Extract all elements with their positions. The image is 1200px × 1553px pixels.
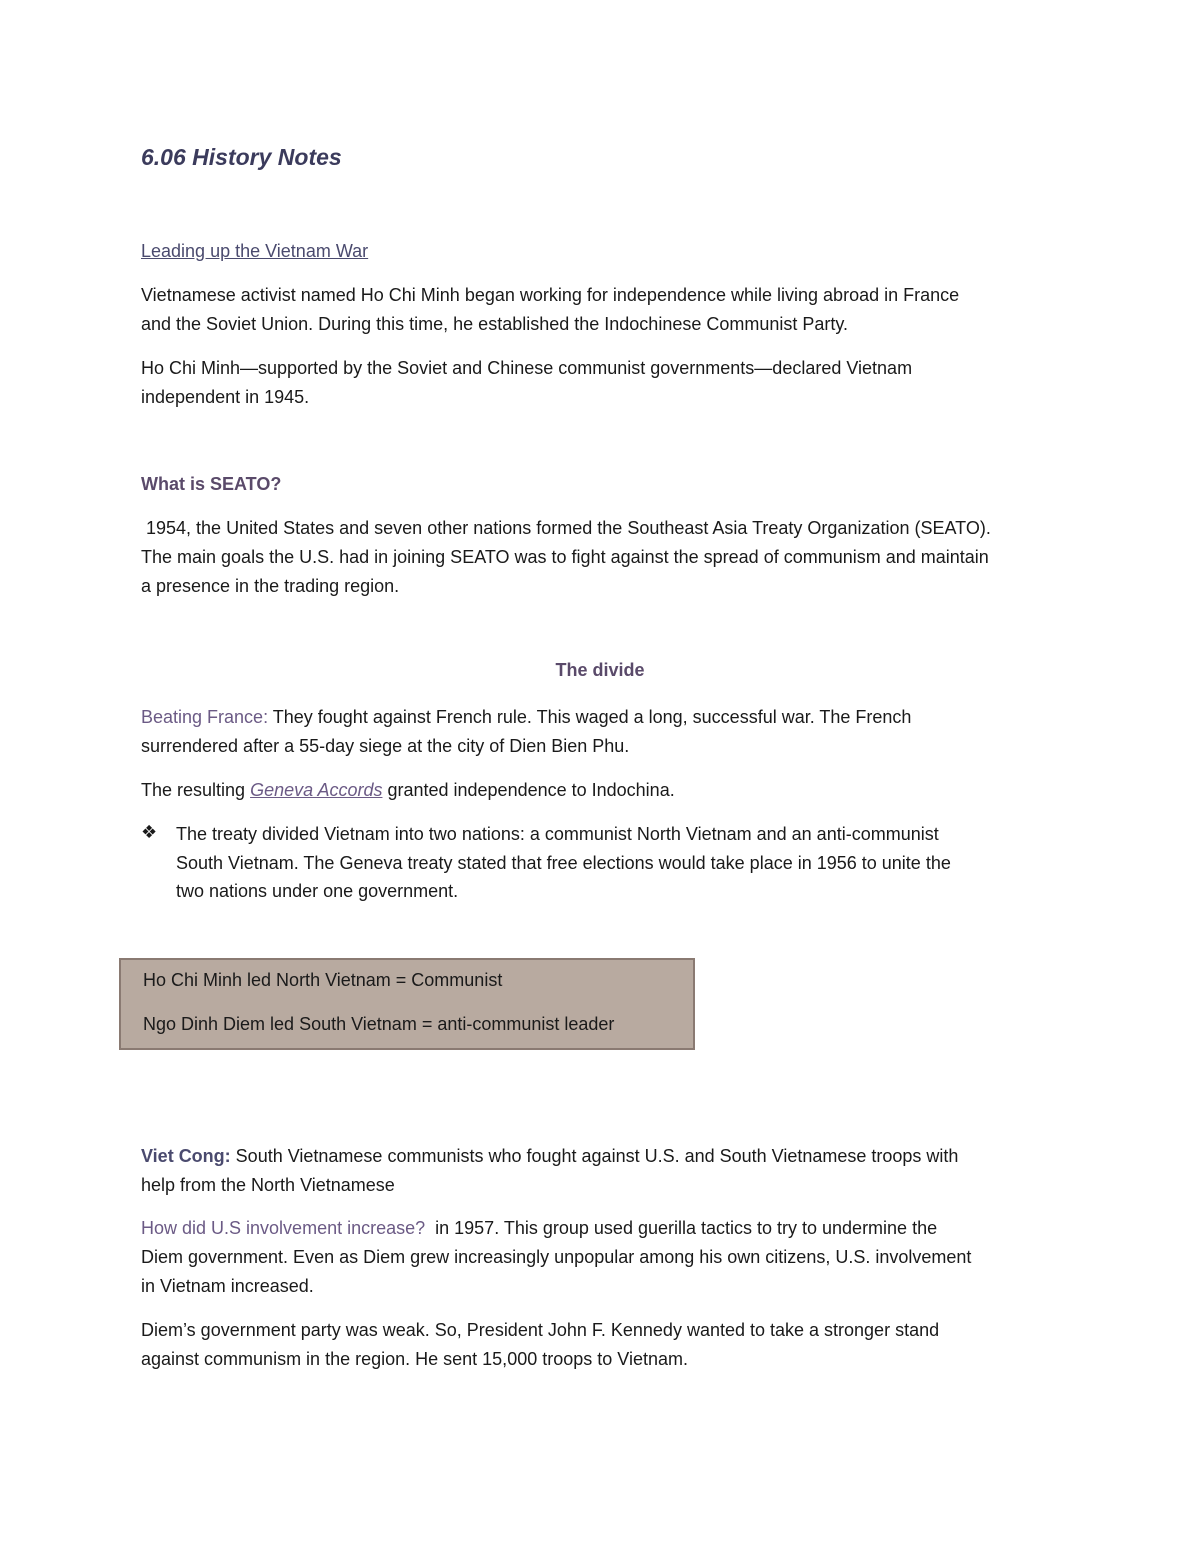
paragraph-line: against communism in the region. He sent 15,000 troops to Vietnam. [141,1349,688,1369]
page-title: 6.06 History Notes [141,144,342,170]
paragraph-text: They fought against French rule. This waged a long, successful war. The French [268,707,912,727]
paragraph-text: The resulting [141,780,251,800]
bullet-line: South Vietnam. The Geneva treaty stated that free elections would take place in 1956 to unite the [176,853,951,873]
bullet-line: two nations under one government. [176,881,459,901]
paragraph-line: help from the North Vietnamese [141,1175,395,1195]
paragraph-line [141,703,911,732]
paragraph-line: Diem government. Even as Diem grew increasingly unpopular among his own citizens, U.S. involvement [141,1247,972,1267]
paragraph-text: granted independence to Indochina. [382,780,675,800]
paragraph-text: South Vietnamese communists who fought against U.S. and South Vietnamese troops with [230,1146,959,1166]
paragraph-line: independent in 1945. [141,387,310,407]
paragraph-line: Ho Chi Minh—supported by the Soviet and Chinese communist governments—declared Vietnam [141,358,913,378]
viet-cong-label: Viet Cong: [141,1146,231,1166]
paragraph-line: in Vietnam increased. [141,1276,314,1296]
callout-line-north: Ho Chi Minh led North Vietnam = Communist [143,970,503,990]
paragraph-line: a presence in the trading region. [141,576,400,596]
section-heading-seato: What is SEATO? [141,474,282,494]
paragraph-line: The main goals the U.S. had in joining SEATO was to fight against the spread of communism and maintain [141,547,989,567]
bullet-line: The treaty divided Vietnam into two nations: a communist North Vietnam and an anti-communist [176,824,939,844]
paragraph-line: Vietnamese activist named Ho Chi Minh began working for independence while living abroad in France [141,285,960,305]
paragraph-line: and the Soviet Union. During this time, he established the Indochinese Communist Party. [141,314,849,334]
geneva-accords-link[interactable]: Geneva Accords [250,780,383,800]
beating-france-label: Beating France: [141,707,269,727]
leaders-callout-box [119,958,695,1050]
paragraph-line: surrendered after a 55-day siege at the city of Dien Bien Phu. [141,736,630,756]
involvement-label: How did U.S involvement increase? [141,1218,426,1238]
callout-line-south: Ngo Dinh Diem led South Vietnam = anti-communist leader [143,1014,615,1034]
section-heading-leading-up[interactable]: Leading up the Vietnam War [141,241,369,261]
paragraph-text: in 1957. This group used guerilla tactics to try to undermine the [425,1218,938,1238]
paragraph-line: 1954, the United States and seven other nations formed the Southeast Asia Treaty Organization (SEATO). [141,518,991,538]
paragraph-line [141,776,675,805]
paragraph-line [141,1214,937,1243]
section-heading-divide: The divide [555,660,645,680]
paragraph-line [141,1142,958,1171]
diamond-bullet-icon: ❖ [141,822,158,842]
paragraph-line: Diem’s government party was weak. So, President John F. Kennedy wanted to take a stronger stand [141,1320,940,1340]
